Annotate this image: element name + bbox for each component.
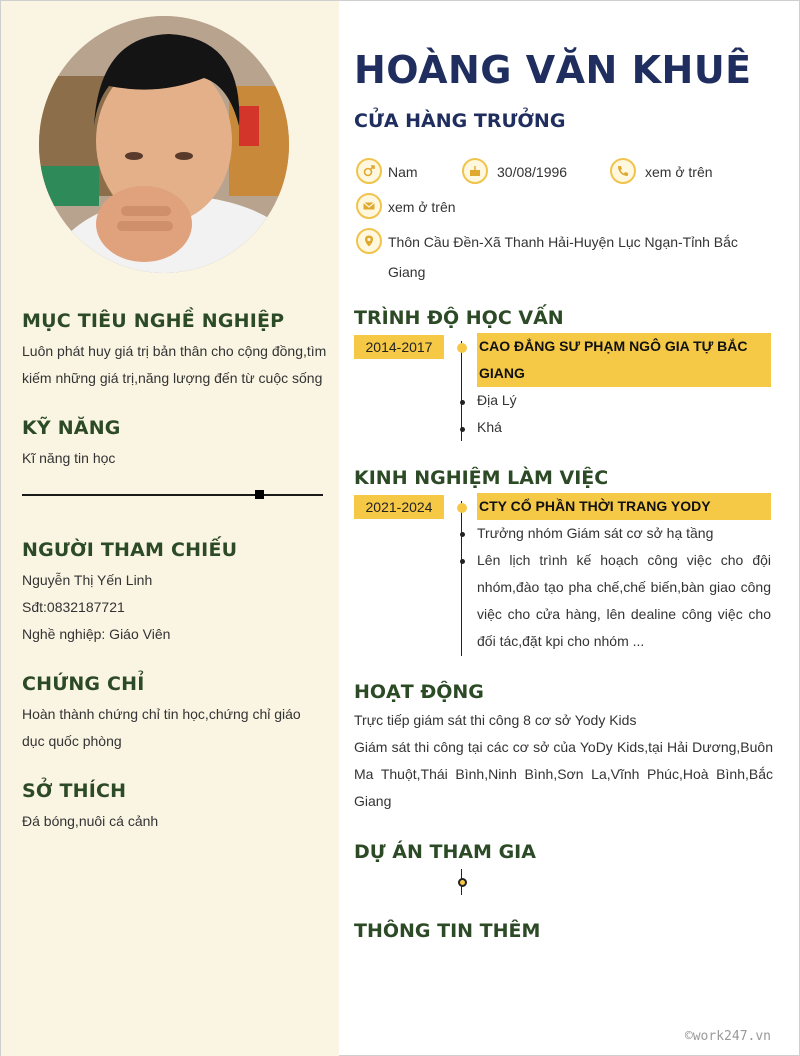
hobbies-title: SỞ THÍCH bbox=[22, 780, 127, 802]
skills-title: KỸ NĂNG bbox=[22, 417, 121, 439]
candidate-name: HOÀNG VĂN KHUÊ bbox=[354, 48, 752, 92]
experience-timeline bbox=[461, 501, 462, 656]
skill-level-knob bbox=[255, 490, 264, 499]
more-info-title: THÔNG TIN THÊM bbox=[354, 920, 541, 942]
candidate-role: CỬA HÀNG TRƯỞNG bbox=[354, 110, 566, 132]
address-value: Thôn Cầu Đền-Xã Thanh Hải-Huyện Lục Ngạn-Tỉnh Bắc Giang bbox=[388, 234, 738, 280]
reference-job: Nghề nghiệp: Giáo Viên bbox=[22, 626, 171, 642]
watermark: ©work247.vn bbox=[684, 1029, 771, 1044]
gender-value: Nam bbox=[388, 164, 418, 180]
education-period: 2014-2017 bbox=[354, 335, 444, 359]
birthday-value: 30/08/1996 bbox=[497, 164, 568, 180]
reference-section bbox=[22, 539, 327, 648]
objective-title: MỤC TIÊU NGHỀ NGHIỆP bbox=[22, 310, 285, 332]
hobbies-text: Đá bóng,nuôi cá cảnh bbox=[22, 813, 159, 829]
education-school: CAO ĐẲNG SƯ PHẠM NGÔ GIA TỰ BẮC GIANG bbox=[477, 333, 771, 387]
education-title: TRÌNH ĐỘ HỌC VẤN bbox=[354, 307, 564, 329]
experience-position: Trưởng nhóm Giám sát cơ sở hạ tầng bbox=[477, 525, 714, 541]
projects-title: DỰ ÁN THAM GIA bbox=[354, 841, 536, 863]
location-icon bbox=[356, 228, 382, 254]
experience-dot bbox=[457, 503, 467, 513]
email-icon bbox=[356, 193, 382, 219]
skills-section bbox=[22, 417, 327, 472]
activities-title: HOẠT ĐỘNG bbox=[354, 681, 484, 703]
phone-value: xem ở trên bbox=[645, 164, 713, 180]
experience-company: CTY CỔ PHẦN THỜI TRANG YODY bbox=[477, 493, 771, 520]
education-major: Địa Lý bbox=[477, 392, 517, 408]
avatar-photo bbox=[39, 16, 289, 273]
skill-level-bar bbox=[22, 494, 323, 496]
experience-period: 2021-2024 bbox=[354, 495, 444, 519]
education-grade: Khá bbox=[477, 419, 502, 435]
education-dot bbox=[457, 343, 467, 353]
avatar bbox=[39, 16, 289, 273]
experience-description: Lên lịch trình kế hoạch công việc cho đội nhóm,đào tạo pha chế,chế biến,bàn giao công việc cho cửa hàng, lên dealine công việc cho đối tác,đặt kpi cho nhóm ... bbox=[477, 552, 771, 649]
bullet-dot bbox=[460, 559, 465, 564]
reference-name: Nguyễn Thị Yến Linh bbox=[22, 572, 153, 588]
left-sidebar bbox=[1, 1, 339, 1056]
certificates-section bbox=[22, 673, 327, 755]
bullet-dot bbox=[460, 427, 465, 432]
objective-section bbox=[22, 310, 327, 392]
email-value: xem ở trên bbox=[388, 199, 456, 215]
experience-title: KINH NGHIỆM LÀM VIỆC bbox=[354, 467, 609, 489]
hobbies-section bbox=[22, 780, 327, 835]
certificates-text: Hoàn thành chứng chỉ tin học,chứng chỉ giáo dục quốc phòng bbox=[22, 706, 301, 749]
bullet-dot bbox=[460, 532, 465, 537]
phone-icon bbox=[610, 158, 636, 184]
reference-title: NGƯỜI THAM CHIẾU bbox=[22, 539, 238, 561]
education-timeline bbox=[461, 341, 462, 441]
activities-line-2: Giám sát thi công tại các cơ sở của YoDy Kids,tại Hải Dương,Buôn Ma Thuột,Thái Bình,Ninh Bình,Sơn La,Vĩnh Phúc,Hoà Bình,Bắc Giang bbox=[354, 739, 773, 809]
birthday-cake-icon bbox=[462, 158, 488, 184]
projects-dot bbox=[458, 878, 467, 887]
reference-phone: Sđt:0832187721 bbox=[22, 599, 125, 615]
skill-item: Kĩ năng tin học bbox=[22, 450, 116, 466]
certificates-title: CHỨNG CHỈ bbox=[22, 673, 145, 695]
bullet-dot bbox=[460, 400, 465, 405]
objective-text: Luôn phát huy giá trị bản thân cho cộng đồng,tìm kiếm những giá trị,năng lượng đến từ cuộc sống bbox=[22, 343, 327, 386]
activities-line-1: Trực tiếp giám sát thi công 8 cơ sở Yody Kids bbox=[354, 712, 637, 728]
gender-icon bbox=[356, 158, 382, 184]
